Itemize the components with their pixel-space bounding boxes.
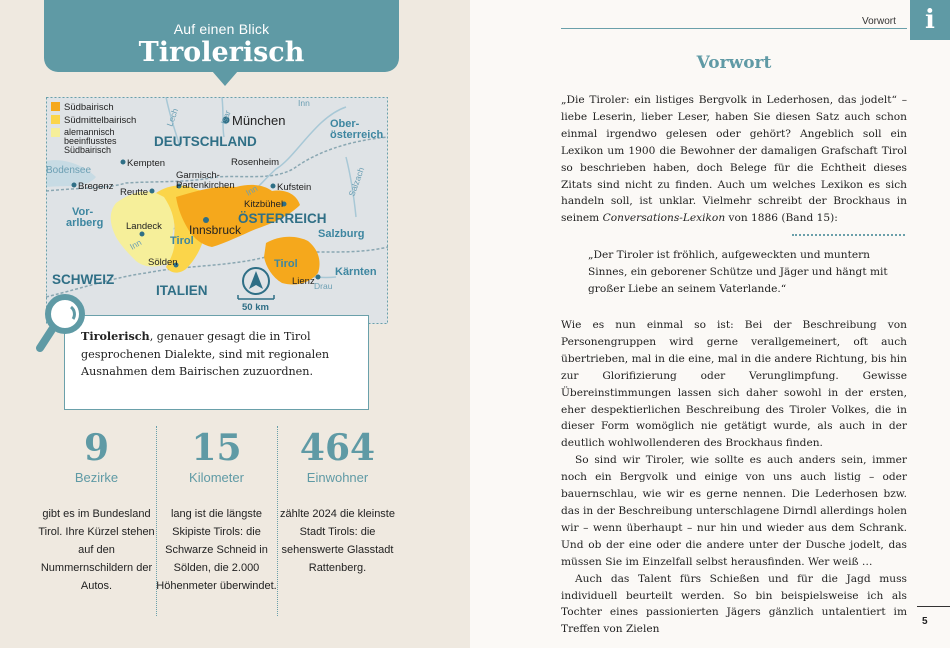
legend-swatch <box>51 128 60 137</box>
city-dot <box>121 160 126 165</box>
info-text: , genauer gesagt die in Tirol gesprochenen Dialekte, sind mit regionalen Ausnahmen dem Bairischen zuzuordnen. <box>81 330 330 379</box>
paragraph-intro <box>561 92 907 227</box>
legend-label-line2: beeinflusstes <box>64 136 117 146</box>
legend-label-line1: alemannisch <box>64 127 115 137</box>
region-salzburg: Salzburg <box>318 228 365 240</box>
water-inn-north: Inn <box>298 98 310 108</box>
city-bregenz: Bregenz <box>78 181 114 192</box>
stat-bezirke <box>34 426 159 595</box>
stat-description: gibt es im Bundesland Tirol. Ihre Kürzel stehen auf den Nummernschildern der Autos. <box>38 508 155 592</box>
stat-description: lang ist die längste Skipiste Tirols: die Schwarze Schneid in Sölden, die 2.000 Höhenmeter überwindet. <box>156 508 277 592</box>
dialect-map <box>46 97 388 324</box>
paragraph: Auch das Talent fürs Schießen und für die Jagd muss individuell beurteilt werden. So bin beispielsweise ich als Tochter eines passionierten Jägers gänzlich untalentiert im Treffen von Zielen <box>561 572 907 636</box>
city-kitzbuehel: Kitzbühel <box>244 199 284 210</box>
stat-description: zählte 2024 die kleinste Stadt Tirols: die sehenswerte Glasstadt Rattenberg. <box>280 508 395 574</box>
paragraph: Wie es nun einmal so ist: Bei der Beschreibung von Personengruppen wird gerne verallgemeinert, oft auch übertrieben, mal in die eine, mal in die andere Richtung, bis hin zur Glorifizierung oder Verunglimpfung. Gewisse Übereinstimmungen lassen sich daher sowohl in der ersten, eher despektierlichen Beschreibung des Tiroler Volkes, die in dieser Form womöglich nie getätigt wurde, als auch in der deutlich wohlwollenderen des Brockhaus finden. <box>561 319 907 450</box>
city-kempten: Kempten <box>127 158 166 169</box>
paragraph-text: „Die Tiroler: ein listiges Bergvolk in Lederhosen, das jodelt“ – liebe Leserin, lieber Leser, haben Sie diesen Satz auch schon einmal irgendwo gelesen oder gehört? Angeblich soll ein Lexikon um 1900 die Bewohner der damaligen Grafschaft Tirol so beschrieben haben, doch Belege für die Echtheit dieses Zitats sind nicht zu finden. Auch um welches Lexikon es sich handeln soll, ist unklar. Vielmehr schreibt der Brockhaus in seinem <box>561 94 907 225</box>
stat-kilometer <box>154 426 279 595</box>
compass-needle-icon <box>249 271 263 289</box>
city-lienz: Lienz <box>292 276 315 287</box>
legend-label: Südmittelbairisch <box>64 115 137 126</box>
city-landeck: Landeck <box>126 221 162 232</box>
water-lech: Lech <box>164 106 181 128</box>
stat-einwohner <box>275 426 400 577</box>
city-innsbruck: Innsbruck <box>189 223 242 237</box>
region-oberoesterreich-2: österreich <box>330 129 384 141</box>
legend-label-line3: Südbairisch <box>64 145 112 155</box>
paragraph-main <box>561 317 907 638</box>
right-page <box>470 0 950 648</box>
stat-unit: Einwohner <box>306 470 369 485</box>
stat-number: 464 <box>299 427 376 469</box>
water-inn-mid: Inn <box>244 183 260 198</box>
title-banner <box>44 0 399 72</box>
paragraph: So sind wir Tiroler, wie sollte es auch anders sein, immer noch ein Bergvolk und einige von uns auch listig – oder bauernschlau, wie wir es gerne nennen. Die Lederhosen bzw. das in der Beschreibung unterschlagene Dirndl allerdings holen wir – wenn überhaupt – nur hin und wieder aus dem Schrank. Und ob der eine oder die andere unter der Dusche jodelt, das müssen Sie im Einzelfall selbst herausfinden. Wer weiß … <box>561 454 907 568</box>
region-tirol: Tirol <box>170 235 194 247</box>
city-dot <box>72 183 77 188</box>
region-osttirol: Tirol <box>274 258 298 270</box>
water-bodensee: Bodensee <box>46 165 92 176</box>
page-number: 5 <box>922 616 928 627</box>
region-oberoesterreich-1: Ober- <box>330 118 360 130</box>
blockquote: „Der Tiroler ist fröhlich, aufgeweckten und muntern Sinnes, ein geborener Schütze und Jäger und hängt mit großer Liebe an seinem Vaterlande.“ <box>588 249 888 295</box>
country-deutschland: DEUTSCHLAND <box>154 134 257 149</box>
city-dot <box>316 275 321 280</box>
running-head: Vorwort <box>862 16 896 27</box>
stat-number: 9 <box>83 427 110 469</box>
chapter-title: Vorwort <box>696 53 772 73</box>
water-inn-west: Inn <box>128 237 144 252</box>
city-dot <box>140 232 145 237</box>
city-rosenheim: Rosenheim <box>231 157 280 168</box>
info-box <box>64 315 369 410</box>
city-reutte: Reutte <box>120 187 148 198</box>
stat-number: 15 <box>191 427 242 469</box>
country-schweiz: SCHWEIZ <box>52 272 115 287</box>
region-vorarlberg-1: Vor- <box>72 206 94 218</box>
water-drau: Drau <box>314 281 333 291</box>
banner-pointer <box>212 71 238 86</box>
legend-swatch <box>51 115 60 124</box>
stat-unit: Bezirke <box>74 470 119 485</box>
country-oesterreich: ÖSTERREICH <box>238 211 327 226</box>
magnifier-icon <box>35 293 85 353</box>
footer-rule <box>917 606 950 607</box>
region-kaernten: Kärnten <box>335 266 377 278</box>
banner-subtitle: Auf einen Blick <box>173 21 270 37</box>
book-title: Conversations-Lexikon <box>602 212 726 225</box>
banner-title: Tirolerisch <box>138 37 305 68</box>
paragraph-text: von 1886 (Band 15): <box>725 212 838 225</box>
country-italien: ITALIEN <box>156 283 208 298</box>
left-page <box>0 0 470 648</box>
header-rule <box>561 28 907 29</box>
city-soelden: Sölden <box>148 257 178 268</box>
water-isar: Isar <box>218 108 233 126</box>
city-muenchen: München <box>232 113 286 128</box>
info-icon: i <box>910 0 950 40</box>
city-kufstein: Kufstein <box>277 182 312 193</box>
legend-swatch <box>51 102 60 111</box>
dotted-rule <box>792 234 905 236</box>
stats-section <box>34 426 439 626</box>
city-dot <box>150 189 155 194</box>
water-salzach: Salzach <box>346 165 367 198</box>
region-vorarlberg-2: arlberg <box>66 217 104 229</box>
city-dot <box>271 184 276 189</box>
legend-label: Südbairisch <box>64 102 114 113</box>
scale-label: 50 km <box>242 302 269 313</box>
city-garmisch-1: Garmisch- <box>176 170 220 181</box>
city-garmisch-2: Partenkirchen <box>176 180 235 191</box>
info-term: Tirolerisch <box>81 329 150 343</box>
stat-unit: Kilometer <box>189 470 244 485</box>
